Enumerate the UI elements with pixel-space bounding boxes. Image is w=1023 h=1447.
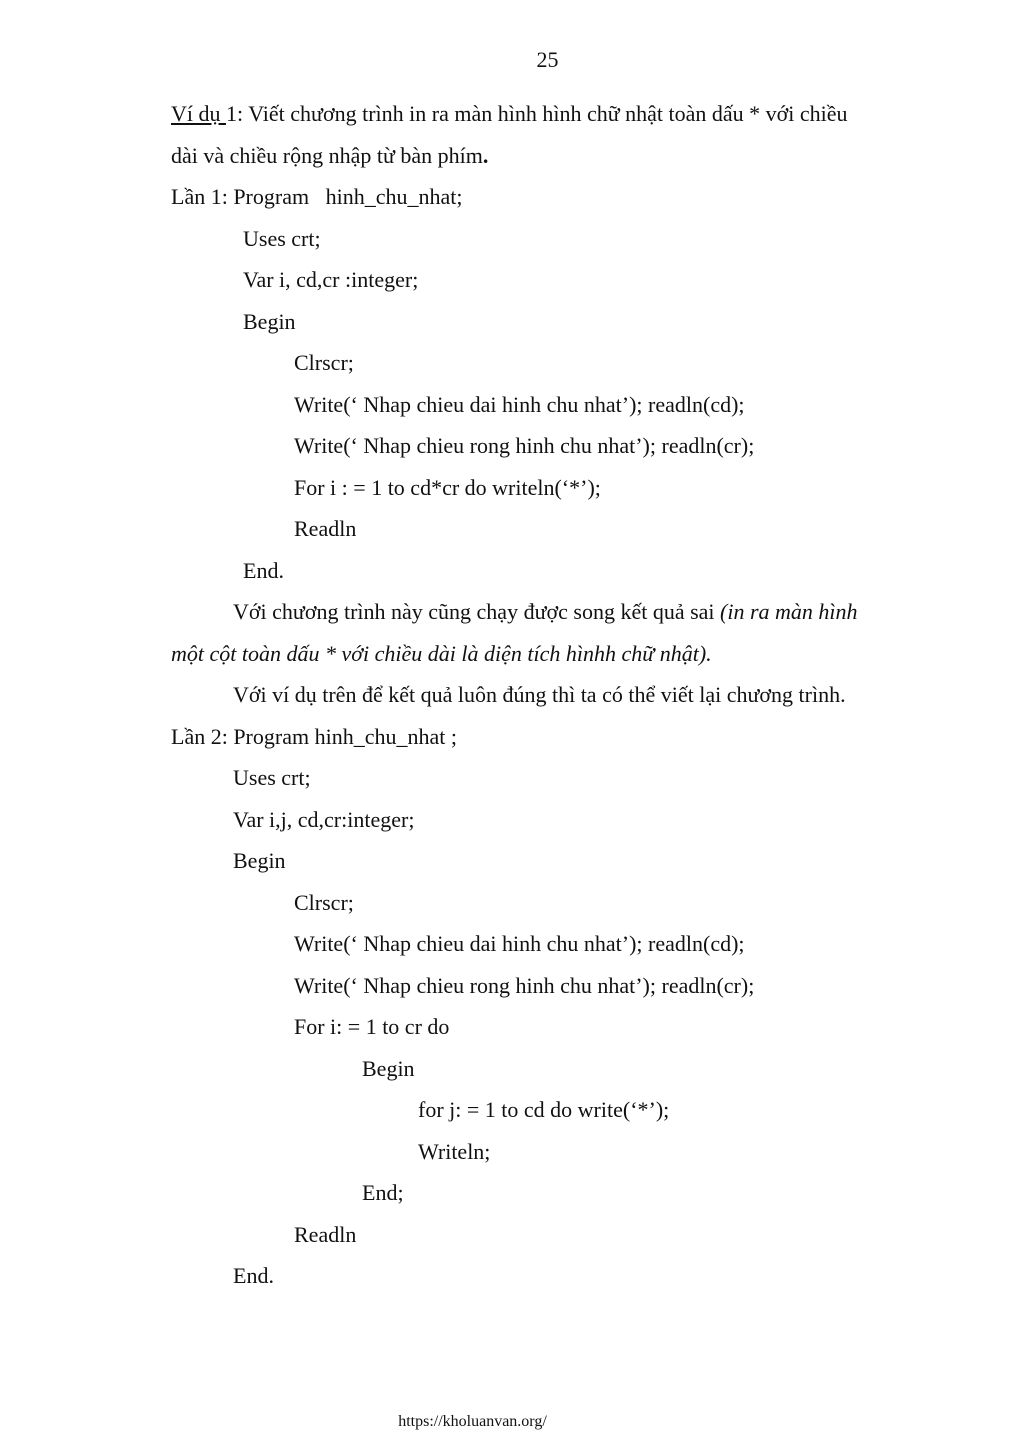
code-line: Begin <box>243 309 296 334</box>
code-line: Write(‘ Nhap chieu rong hinh chu nhat’); readln(cr); <box>294 973 755 998</box>
code-line: Begin <box>233 848 286 873</box>
attempt2-heading: Lần 2: Program hinh_chu_nhat ; <box>171 724 457 749</box>
attempt1-heading: Lần 1: Program hinh_chu_nhat; <box>171 184 463 209</box>
example-text-line2 <box>171 143 488 169</box>
code-line: Write(‘ Nhap chieu dai hinh chu nhat’); readln(cd); <box>294 392 745 417</box>
comment-italic: (in ra màn hình <box>720 599 858 624</box>
code-line: Uses crt; <box>233 765 311 790</box>
code-line: Var i, cd,cr :integer; <box>243 267 419 292</box>
code-line: Readln <box>294 516 357 541</box>
code-line: End; <box>362 1180 404 1205</box>
footer-url: https://kholuanvan.org/ <box>398 1413 547 1430</box>
code-line: Begin <box>362 1056 415 1081</box>
code-line: Write(‘ Nhap chieu dai hinh chu nhat’); readln(cd); <box>294 931 745 956</box>
code-line: Writeln; <box>418 1139 491 1164</box>
code-line: for j: = 1 to cd do write(‘*’); <box>418 1097 670 1122</box>
code-line: Readln <box>294 1222 357 1247</box>
comment-line2: một cột toàn dấu * với chiều dài là diện tích hìnhh chữ nhật). <box>171 641 712 666</box>
code-line: For i: = 1 to cr do <box>294 1014 450 1039</box>
example-heading <box>171 101 848 127</box>
example-text-cont: dài và chiều rộng nhập từ bàn phím <box>171 143 483 168</box>
example-label: Ví dụ <box>171 101 226 126</box>
code-line: Clrscr; <box>294 890 354 915</box>
comment-normal: Với chương trình này cũng chạy được song kết quả sai <box>233 599 721 624</box>
example-period: . <box>482 143 489 168</box>
code-line: Var i,j, cd,cr:integer; <box>233 807 415 832</box>
code-line: Write(‘ Nhap chieu rong hinh chu nhat’); readln(cr); <box>294 433 755 458</box>
comment-line3: Với ví dụ trên để kết quả luôn đúng thì ta có thể viết lại chương trình. <box>233 682 846 707</box>
code-line: End. <box>233 1263 274 1288</box>
code-line: End. <box>243 558 284 583</box>
page-number: 25 <box>536 47 559 72</box>
code-line: Uses crt; <box>243 226 321 251</box>
code-line: Clrscr; <box>294 350 354 375</box>
example-text: 1: Viết chương trình in ra màn hình hình chữ nhật toàn dấu * với chiều <box>226 101 848 126</box>
comment-line1 <box>233 599 858 625</box>
code-line: For i : = 1 to cd*cr do writeln(‘*’); <box>294 475 601 500</box>
